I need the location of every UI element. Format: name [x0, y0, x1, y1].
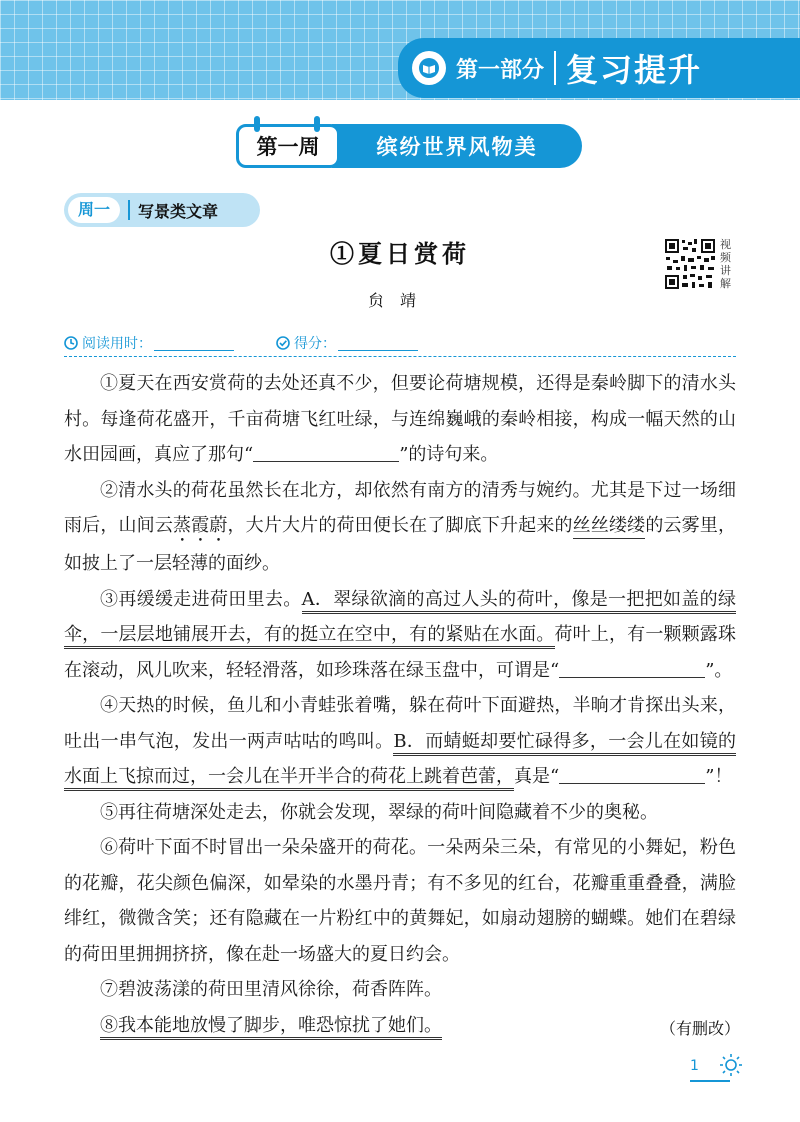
paragraph-7: ⑦碧波荡漾的荷田里清风徐徐，荷香阵阵。 — [100, 979, 442, 1000]
day-label: 周一 — [68, 197, 120, 223]
fill-blank-1[interactable] — [253, 441, 399, 462]
binder-ring-icon — [314, 116, 320, 132]
article-body — [64, 366, 736, 1043]
part-label: 第一部分 — [456, 57, 545, 83]
paragraph-6: ⑥荷叶下面不时冒出一朵朵盛开的荷花。一朵两朵三朵，有常见的小舞妃，粉色的花瓣，花尖颜色偏深，如晕染的水墨丹青；有不多见的红台，花瓣重重叠叠，满脸绯红，微微含笑；还有隐藏在一片粉红中的黄舞妃，如扇动翅膀的蝴蝶。她们在碧绿的荷田里拥拥挤挤，像在赴一场盛大的夏日约会。 — [64, 837, 736, 965]
paragraph-8 — [64, 1008, 736, 1044]
paragraph-text: ①夏天在西安赏荷的去处还真不少，但要论荷塘规模，还得是秦岭脚下的清水头村。每逢荷花盛开，千亩荷塘飞红吐绿，与连绵巍峨的秦岭相接，构成一幅天然的山水田园画，真应了那句“ — [64, 373, 736, 465]
paragraph-2 — [64, 473, 736, 582]
binder-ring-icon — [254, 116, 260, 132]
part-divider — [554, 51, 556, 85]
paragraph-text: ”的诗句来。 — [399, 444, 499, 465]
fill-blank-2[interactable] — [559, 657, 705, 678]
check-icon — [276, 336, 290, 350]
paragraph-text: 真是“ — [514, 766, 560, 787]
underlined-phrase: 丝丝缕缕 — [573, 515, 646, 539]
qr-caption: 视频讲解 — [720, 238, 731, 290]
paragraph-text: ”！ — [705, 766, 733, 787]
qr-block — [664, 238, 734, 290]
score-label: 得分： — [294, 336, 336, 352]
underlined-sentence: ⑧我本能地放慢了脚步，唯恐惊扰了她们。 — [100, 1015, 442, 1040]
paragraph-3 — [64, 582, 736, 689]
week-banner — [236, 116, 582, 172]
day-type: 写景类文章 — [138, 201, 219, 221]
paragraph-text: 的云雾里，如披上了一层轻薄的面纱。 — [64, 515, 737, 574]
dotted-phrase: 蒸霞蔚 — [173, 515, 228, 536]
paragraph-5: ⑤再往荷塘深处走去，你就会发现，翠绿的荷叶间隐藏着不少的奥秘。 — [100, 801, 658, 823]
top-header — [0, 0, 800, 100]
paragraph-text: ④天热的时候，鱼儿和小青蛙张着嘴，躲在荷叶下面避热，半晌才肯探出头来，吐出一串气泡，发出一两声咕咕的鸣叫。 — [64, 695, 736, 752]
article-author: 贠靖 — [367, 291, 432, 310]
part-title: 复习提升 — [566, 51, 703, 89]
paragraph-text: 荷叶上，有一颗颗露珠在滚动，风儿吹来，轻轻滑落，如珍珠落在绿玉盘中，可谓是“ — [64, 624, 736, 681]
reading-line — [64, 332, 744, 354]
reading-time-blank[interactable] — [154, 336, 234, 351]
page-number: 1 — [690, 1058, 730, 1082]
reading-time-label: 阅读用时： — [82, 336, 152, 352]
dashed-divider — [64, 356, 736, 357]
fill-blank-3[interactable] — [559, 763, 705, 784]
day-separator — [128, 200, 130, 220]
underlined-sentence-a: A．翠绿欲滴的高过人头的荷叶，像是一把把如盖的绿伞，一层层地铺展开去，有的挺立在空中，有的紧贴在水面。 — [64, 589, 736, 650]
paragraph-text: ②清水头的荷花虽然长在北方，却依然有南方的清秀与婉约。尤其是下过一场细雨后，山间云 — [64, 479, 736, 536]
paragraph-text: ”。 — [705, 659, 733, 681]
qr-code-icon[interactable] — [664, 238, 716, 290]
paragraph-4 — [64, 688, 736, 795]
week-label: 第一周 — [236, 124, 340, 168]
week-theme: 缤纷世界风物美 — [332, 124, 582, 168]
revision-note: （有删改） — [659, 1019, 740, 1038]
paragraph-text: ，大片大片的荷田便长在了脚底下升起来的 — [227, 515, 573, 536]
day-tag — [64, 193, 260, 227]
clock-icon — [64, 336, 78, 350]
paragraph-1 — [64, 366, 736, 473]
underlined-sentence-b: B．而蜻蜓却要忙碌得多，一会儿在如镜的水面上飞掠而过，一会儿在半开半合的荷花上跳着芭蕾， — [64, 731, 736, 792]
paragraph-text: ③再缓缓走进荷田里去。 — [100, 588, 302, 610]
book-icon — [412, 51, 446, 85]
sun-icon — [718, 1052, 744, 1078]
score-blank[interactable] — [338, 336, 418, 351]
part-banner — [398, 38, 800, 98]
article-title: ①夏日赏荷 — [330, 239, 470, 268]
